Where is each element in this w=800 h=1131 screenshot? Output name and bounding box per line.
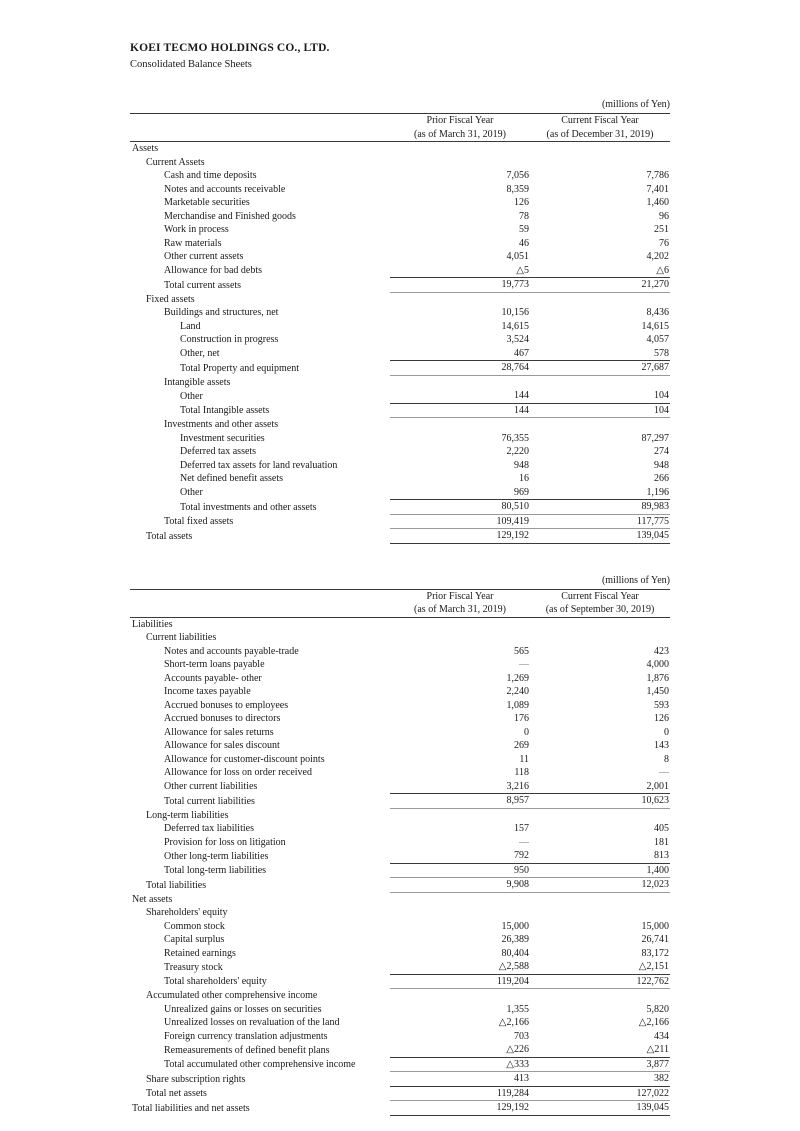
row-label: Construction in progress xyxy=(180,334,279,345)
header-blank xyxy=(130,589,390,603)
balance-sheet-table xyxy=(130,98,670,544)
row-value-current xyxy=(530,418,670,432)
row-value-prior: 9,908 xyxy=(390,878,530,893)
row-value-current: 12,023 xyxy=(530,878,670,893)
row-value-prior: 109,419 xyxy=(390,514,530,529)
row-value-prior: 948 xyxy=(514,459,529,471)
row-label: Treasury stock xyxy=(164,961,223,973)
row-label: Short-term loans payable xyxy=(164,659,265,670)
row-label: Accrued bonuses to directors xyxy=(164,713,281,724)
row-label: Total fixed assets xyxy=(164,516,234,527)
row-label: Fixed assets xyxy=(146,293,195,305)
row-label: Liabilities xyxy=(132,618,173,630)
row-value-prior: 3,524 xyxy=(506,334,529,345)
row-value-prior xyxy=(390,375,530,389)
row-value-prior: 703 xyxy=(514,1030,529,1042)
row-label: Allowance for bad debts xyxy=(164,265,263,276)
row-label: Net assets xyxy=(132,893,173,905)
table-row xyxy=(130,389,670,403)
row-value-current: 0 xyxy=(664,726,669,738)
row-value-prior: 1,269 xyxy=(506,672,529,684)
header-prior-period: (as of March 31, 2019) xyxy=(390,603,530,617)
row-value-prior: △333 xyxy=(390,1057,530,1072)
row-value-prior: 76,355 xyxy=(501,432,529,444)
table-row xyxy=(130,223,670,237)
row-value-prior: — xyxy=(519,659,529,670)
table-row xyxy=(130,169,670,183)
row-label: Land xyxy=(180,320,201,332)
row-value-current: △2,166 xyxy=(638,1017,669,1028)
row-value-prior: 80,404 xyxy=(501,947,529,959)
row-value-prior xyxy=(390,906,530,920)
table-row xyxy=(130,361,670,376)
table-row xyxy=(130,333,670,347)
row-value-current: 117,775 xyxy=(530,514,670,529)
row-label: Deferred tax assets for land revaluation xyxy=(180,459,338,471)
table-row xyxy=(130,989,670,1003)
table-row xyxy=(130,617,670,631)
row-value-current: 143 xyxy=(654,740,669,751)
row-value-current: 127,022 xyxy=(530,1086,670,1101)
row-label: Other xyxy=(180,487,203,498)
row-label: Provision for loss on litigation xyxy=(164,836,286,848)
row-value-current: 15,000 xyxy=(641,920,669,932)
table-row xyxy=(130,672,670,686)
row-value-prior: 19,773 xyxy=(390,278,530,293)
row-value-prior: 10,156 xyxy=(501,307,529,318)
row-value-current: △211 xyxy=(646,1044,669,1055)
row-value-prior: 2,240 xyxy=(506,686,529,697)
row-value-prior: 3,216 xyxy=(506,780,529,792)
row-value-current: 87,297 xyxy=(641,432,669,444)
row-label: Assets xyxy=(132,143,159,154)
row-value-prior: 26,389 xyxy=(501,934,529,945)
table-row xyxy=(130,794,670,809)
column-period-row xyxy=(130,603,670,617)
row-value-current: 578 xyxy=(654,347,669,359)
table-row xyxy=(130,486,670,500)
row-value-current xyxy=(530,617,670,631)
table-row xyxy=(130,685,670,699)
row-value-prior: 4,051 xyxy=(506,251,529,262)
row-label: Marketable securities xyxy=(164,197,250,208)
table-row xyxy=(130,1072,670,1087)
row-value-prior: 129,192 xyxy=(390,529,530,544)
row-value-prior: 119,204 xyxy=(390,974,530,989)
table-row xyxy=(130,529,670,544)
row-value-prior xyxy=(390,617,530,631)
row-value-prior: △5 xyxy=(516,264,529,276)
units-spacer-2 xyxy=(390,98,530,114)
table-row xyxy=(130,753,670,767)
row-value-prior: 413 xyxy=(514,1073,529,1084)
units-spacer xyxy=(130,98,390,114)
row-label: Total Intangible assets xyxy=(180,405,270,416)
row-label: Total investments and other assets xyxy=(180,501,317,513)
row-value-prior: 2,220 xyxy=(506,446,529,457)
table-row xyxy=(130,631,670,645)
row-value-prior: 7,056 xyxy=(506,170,529,181)
row-value-prior: 950 xyxy=(390,863,530,878)
document-subtitle: Consolidated Balance Sheets xyxy=(130,59,252,70)
row-label: Intangible assets xyxy=(164,376,231,388)
row-value-prior: 80,510 xyxy=(390,500,530,515)
row-value-current: 89,983 xyxy=(530,500,670,515)
row-label: Net defined benefit assets xyxy=(180,473,284,484)
row-value-current: 96 xyxy=(659,210,669,222)
table-row xyxy=(130,1043,670,1057)
row-label: Notes and accounts receivable xyxy=(164,183,286,195)
row-value-prior: 59 xyxy=(519,224,529,235)
row-value-prior xyxy=(390,292,530,306)
row-label: Total current assets xyxy=(164,279,242,291)
row-label: Allowance for sales discount xyxy=(164,740,280,751)
row-value-prior: 11 xyxy=(519,753,529,765)
table-row xyxy=(130,445,670,459)
row-value-current: 1,450 xyxy=(646,686,669,697)
table-row xyxy=(130,459,670,473)
units-spacer xyxy=(130,574,390,590)
row-label: Accounts payable- other xyxy=(164,672,262,684)
row-value-current: 10,623 xyxy=(530,794,670,809)
row-value-current: 813 xyxy=(654,850,669,861)
row-label: Investments and other assets xyxy=(164,419,279,430)
row-value-current: 181 xyxy=(654,836,669,848)
row-value-current: 139,045 xyxy=(530,529,670,544)
row-label: Accumulated other comprehensive income xyxy=(146,990,318,1001)
table-row xyxy=(130,196,670,210)
row-label: Allowance for customer-discount points xyxy=(164,753,325,765)
row-label: Shareholders' equity xyxy=(146,907,228,918)
column-period-row xyxy=(130,128,670,142)
row-label: Allowance for sales returns xyxy=(164,726,274,738)
row-value-current: 126 xyxy=(654,713,669,724)
table-row xyxy=(130,306,670,320)
row-value-prior xyxy=(390,989,530,1003)
table-row xyxy=(130,892,670,906)
table-row xyxy=(130,1057,670,1072)
row-label: Capital surplus xyxy=(164,934,225,945)
row-value-prior: △2,166 xyxy=(498,1017,529,1028)
row-value-current: 104 xyxy=(654,390,669,401)
units-label: (millions of Yen) xyxy=(601,574,670,586)
header-current-period: (as of September 30, 2019) xyxy=(530,603,670,617)
row-value-prior: △2,588 xyxy=(498,961,529,972)
row-value-prior: 792 xyxy=(514,850,529,861)
row-value-current xyxy=(530,906,670,920)
row-value-prior: 1,089 xyxy=(506,699,529,711)
table-row xyxy=(130,432,670,446)
row-value-current: 76 xyxy=(659,237,669,249)
row-label: Current liabilities xyxy=(146,632,217,643)
row-value-prior: 176 xyxy=(514,713,529,724)
table-row xyxy=(130,712,670,726)
row-value-current xyxy=(530,892,670,906)
row-label: Income taxes payable xyxy=(164,686,251,697)
row-value-current: 948 xyxy=(654,459,669,471)
table-row xyxy=(130,142,670,156)
row-value-prior: 129,192 xyxy=(390,1101,530,1116)
table-row xyxy=(130,418,670,432)
row-value-current: 423 xyxy=(654,645,669,657)
row-label: Total Property and equipment xyxy=(180,362,299,374)
row-value-current: 27,687 xyxy=(530,361,670,376)
header-current-period: (as of December 31, 2019) xyxy=(530,128,670,142)
table-row xyxy=(130,906,670,920)
row-value-prior: 0 xyxy=(524,726,529,738)
row-value-prior: 15,000 xyxy=(501,920,529,932)
row-value-current: 593 xyxy=(654,699,669,711)
header-prior-period: (as of March 31, 2019) xyxy=(390,128,530,142)
row-label: Accrued bonuses to employees xyxy=(164,699,289,711)
units-label: (millions of Yen) xyxy=(601,99,670,110)
row-value-prior xyxy=(390,418,530,432)
table-row xyxy=(130,278,670,293)
row-label: Cash and time deposits xyxy=(164,170,257,181)
row-value-prior: 126 xyxy=(514,197,529,208)
table-row xyxy=(130,1016,670,1030)
row-value-current: 251 xyxy=(654,224,669,235)
table-row xyxy=(130,1086,670,1101)
balance-sheet-table xyxy=(130,574,670,1116)
table-row xyxy=(130,403,670,418)
row-value-current xyxy=(530,375,670,389)
row-label: Raw materials xyxy=(164,237,222,249)
row-label: Total liabilities xyxy=(146,879,207,891)
table-row xyxy=(130,863,670,878)
row-value-current: 139,045 xyxy=(530,1101,670,1116)
table-row xyxy=(130,822,670,836)
row-value-current: 83,172 xyxy=(641,947,669,959)
row-value-current: 7,401 xyxy=(646,183,669,195)
table-row xyxy=(130,920,670,934)
row-value-prior xyxy=(390,892,530,906)
row-label: Total liabilities and net assets xyxy=(132,1102,250,1114)
row-value-current xyxy=(530,808,670,822)
row-value-current: — xyxy=(659,767,669,778)
row-value-prior: 8,359 xyxy=(506,183,529,195)
row-value-prior: 144 xyxy=(390,403,530,418)
row-value-current: △2,151 xyxy=(638,961,669,972)
table-row xyxy=(130,210,670,224)
row-value-prior: — xyxy=(519,836,529,848)
row-value-current: 14,615 xyxy=(641,320,669,332)
row-value-current: 1,400 xyxy=(530,863,670,878)
table-row xyxy=(130,658,670,672)
row-value-prior: 78 xyxy=(519,210,529,222)
row-value-prior: 144 xyxy=(514,390,529,401)
row-value-prior: 269 xyxy=(514,740,529,751)
row-label: Current Assets xyxy=(146,156,205,168)
row-label: Unrealized gains or losses on securities xyxy=(164,1003,322,1015)
row-value-current: 8 xyxy=(664,753,669,765)
row-label: Deferred tax assets xyxy=(180,446,257,457)
table-row xyxy=(130,933,670,947)
row-value-prior: 46 xyxy=(519,237,529,249)
table-row xyxy=(130,645,670,659)
row-value-current: 1,876 xyxy=(646,672,669,684)
balance-sheet-tables xyxy=(130,98,670,1116)
row-label: Other xyxy=(180,390,203,402)
table-row xyxy=(130,699,670,713)
row-value-prior: 565 xyxy=(514,645,529,657)
table-row xyxy=(130,1101,670,1116)
table-row xyxy=(130,726,670,740)
row-label: Foreign currency translation adjustments xyxy=(164,1030,328,1042)
row-value-current: 1,196 xyxy=(646,486,669,498)
units-row xyxy=(130,574,670,590)
table-row xyxy=(130,237,670,251)
row-value-current xyxy=(530,142,670,156)
row-value-current xyxy=(530,989,670,1003)
row-label: Unrealized losses on revaluation of the land xyxy=(164,1017,340,1028)
row-value-current: 7,786 xyxy=(646,170,669,181)
row-label: Deferred tax liabilities xyxy=(164,823,254,834)
row-value-current: 122,762 xyxy=(530,974,670,989)
table-row xyxy=(130,500,670,515)
row-value-prior: 8,957 xyxy=(390,794,530,809)
table-row xyxy=(130,292,670,306)
row-label: Total accumulated other comprehensive income xyxy=(164,1059,356,1070)
table-row xyxy=(130,264,670,278)
row-value-current: 4,202 xyxy=(646,251,669,262)
column-header-row xyxy=(130,114,670,128)
table-row xyxy=(130,739,670,753)
table-row xyxy=(130,960,670,974)
row-value-prior: 467 xyxy=(514,347,529,359)
period-blank xyxy=(130,128,390,142)
row-value-current: 4,057 xyxy=(646,334,669,345)
header-current-title: Current Fiscal Year xyxy=(530,114,670,128)
table-row xyxy=(130,1030,670,1044)
row-label: Work in process xyxy=(164,224,229,235)
row-value-current: 1,460 xyxy=(646,197,669,208)
row-value-prior: 118 xyxy=(514,767,529,778)
row-value-prior: 14,615 xyxy=(501,320,529,332)
row-label: Total shareholders' equity xyxy=(164,976,267,987)
row-label: Other, net xyxy=(180,348,220,359)
row-label: Share subscription rights xyxy=(146,1073,246,1085)
row-label: Other long-term liabilities xyxy=(164,850,269,862)
row-label: Other current liabilities xyxy=(164,781,258,792)
row-value-current: 382 xyxy=(654,1073,669,1084)
row-value-current: 2,001 xyxy=(646,780,669,792)
table-row xyxy=(130,849,670,863)
row-value-current xyxy=(530,292,670,306)
row-value-current: 21,270 xyxy=(530,278,670,293)
row-value-current xyxy=(530,156,670,170)
table-row xyxy=(130,375,670,389)
table-row xyxy=(130,320,670,334)
table-row xyxy=(130,1003,670,1017)
table-row xyxy=(130,347,670,361)
row-value-prior xyxy=(390,156,530,170)
company-name: KOEI TECMO HOLDINGS CO., LTD. xyxy=(130,42,330,54)
row-value-current: 5,820 xyxy=(646,1003,669,1015)
units-spacer-2 xyxy=(390,574,530,590)
table-row xyxy=(130,808,670,822)
row-value-prior xyxy=(390,142,530,156)
row-label: Notes and accounts payable-trade xyxy=(164,645,299,657)
table-row xyxy=(130,250,670,264)
table-row xyxy=(130,472,670,486)
row-label: Total assets xyxy=(146,530,193,542)
row-label: Merchandise and Finished goods xyxy=(164,210,296,222)
table-row xyxy=(130,836,670,850)
row-label: Total long-term liabilities xyxy=(164,865,267,876)
row-value-prior: 28,764 xyxy=(390,361,530,376)
row-label: Total net assets xyxy=(146,1088,207,1099)
row-value-current: 8,436 xyxy=(646,307,669,318)
header-prior-title: Prior Fiscal Year xyxy=(390,114,530,128)
period-blank xyxy=(130,603,390,617)
table-row xyxy=(130,183,670,197)
table-row xyxy=(130,514,670,529)
row-label: Buildings and structures, net xyxy=(164,307,279,318)
table-row xyxy=(130,766,670,780)
row-value-prior: △226 xyxy=(506,1044,529,1055)
row-label: Total current liabilities xyxy=(164,795,255,807)
row-value-current: 3,877 xyxy=(530,1057,670,1072)
row-value-current: 26,741 xyxy=(641,934,669,945)
document-header xyxy=(130,40,670,72)
row-value-current: 274 xyxy=(654,446,669,457)
row-label: Investment securities xyxy=(180,432,265,444)
column-header-row xyxy=(130,589,670,603)
row-value-prior: 157 xyxy=(514,823,529,834)
row-value-prior: 1,355 xyxy=(506,1003,529,1015)
row-label: Retained earnings xyxy=(164,947,236,959)
row-label: Remeasurements of defined benefit plans xyxy=(164,1044,330,1056)
row-value-current: 4,000 xyxy=(646,659,669,670)
table-row xyxy=(130,780,670,794)
row-value-prior xyxy=(390,808,530,822)
row-label: Common stock xyxy=(164,920,225,932)
row-label: Long-term liabilities xyxy=(146,809,229,821)
units-row xyxy=(130,98,670,114)
table-row xyxy=(130,156,670,170)
row-value-current: 434 xyxy=(654,1030,669,1042)
row-value-prior: 119,284 xyxy=(390,1086,530,1101)
table-row xyxy=(130,878,670,893)
row-value-current xyxy=(530,631,670,645)
header-prior-title: Prior Fiscal Year xyxy=(390,589,530,603)
header-current-title: Current Fiscal Year xyxy=(530,589,670,603)
row-label: Allowance for loss on order received xyxy=(164,767,312,778)
row-label: Other current assets xyxy=(164,251,244,262)
table-row xyxy=(130,974,670,989)
row-value-current: 405 xyxy=(654,823,669,834)
row-value-prior: 16 xyxy=(519,473,529,484)
row-value-prior xyxy=(390,631,530,645)
header-blank xyxy=(130,114,390,128)
row-value-current: 266 xyxy=(654,473,669,484)
row-value-prior: 969 xyxy=(514,486,529,498)
row-value-current: △6 xyxy=(656,264,669,276)
table-row xyxy=(130,947,670,961)
row-value-current: 104 xyxy=(530,403,670,418)
